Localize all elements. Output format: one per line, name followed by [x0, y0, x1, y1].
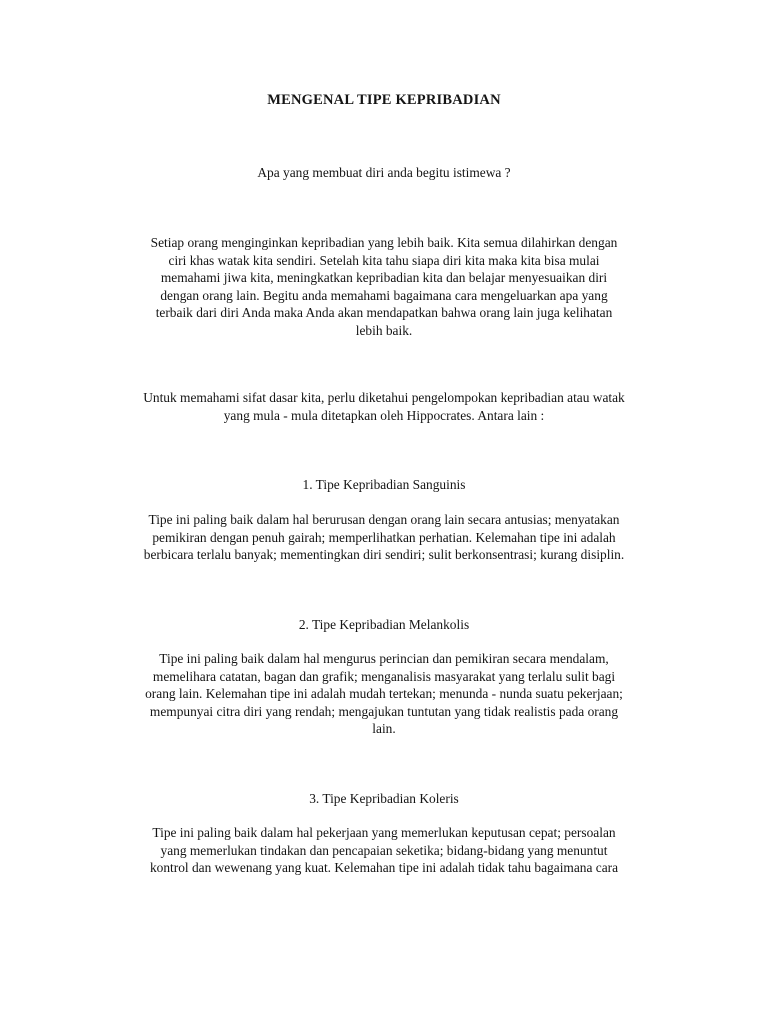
intro-paragraph	[110, 234, 658, 340]
intro-question: Apa yang membuat diri anda begitu istimewa ?	[257, 165, 511, 180]
section-heading-melankolis: 2. Tipe Kepribadian Melankolis	[298, 617, 470, 632]
paragraph-line: memelihara catatan, bagan dan grafik; menganalisis masyarakat yang terlalu sulit bagi	[152, 668, 616, 684]
paragraph-line: Setiap orang menginginkan kepribadian yang lebih baik. Kita semua dilahirkan dengan	[150, 235, 618, 250]
paragraph-line: lain.	[372, 721, 396, 737]
section-heading-koleris: 3. Tipe Kepribadian Koleris	[309, 791, 459, 806]
paragraph-line: Tipe ini paling baik dalam hal mengurus perincian dan pemikiran secara mendalam,	[159, 651, 609, 666]
section-body-melankolis	[110, 650, 658, 738]
paragraph-line: yang memerlukan tindakan dan pencapaian seketika; bidang-bidang yang menuntut	[160, 842, 608, 858]
paragraph-line: ciri khas watak kita sendiri. Setelah kita tahu siapa diri kita maka kita bisa mulai	[168, 252, 600, 268]
paragraph-line: terbaik dari diri Anda maka Anda akan mendapatkan bahwa orang lain juga kelihatan	[155, 305, 613, 321]
paragraph-line: berbicara terlalu banyak; mementingkan diri sendiri; sulit berkonsentrasi; kurang disiplin.	[143, 547, 625, 563]
section-body-koleris	[110, 824, 658, 877]
paragraph-line: dengan orang lain. Begitu anda memahami bagaimana cara mengeluarkan apa yang	[160, 287, 608, 303]
paragraph-line: yang mula - mula ditetapkan oleh Hippocrates. Antara lain :	[223, 407, 545, 423]
paragraph-line: orang lain. Kelemahan tipe ini adalah mudah tertekan; menunda - nunda suatu pekerjaan;	[145, 686, 623, 702]
paragraph-line: memahami jiwa kita, meningkatkan kepribadian kita dan belajar menyesuaikan diri	[160, 270, 608, 286]
section-body-sanguinis	[110, 511, 658, 564]
document-title: MENGENAL TIPE KEPRIBADIAN	[267, 92, 501, 108]
paragraph-line: mempunyai citra diri yang rendah; mengajukan tuntutan yang tidak realistis pada orang	[149, 703, 619, 719]
paragraph-line: Untuk memahami sifat dasar kita, perlu diketahui pengelompokan kepribadian atau watak	[143, 390, 625, 405]
paragraph-line: Tipe ini paling baik dalam hal berurusan dengan orang lain secara antusias; menyatakan	[148, 512, 620, 527]
paragraph-line: Tipe ini paling baik dalam hal pekerjaan yang memerlukan keputusan cepat; persoalan	[152, 825, 616, 840]
paragraph-line: pemikiran dengan penuh gairah; memperlihatkan perhatian. Kelemahan tipe ini adalah	[152, 529, 616, 545]
section-heading-sanguinis: 1. Tipe Kepribadian Sanguinis	[302, 477, 466, 492]
paragraph-line: kontrol dan wewenang yang kuat. Kelemahan tipe ini adalah tidak tahu bagaimana cara	[149, 860, 619, 876]
paragraph-line: lebih baik.	[355, 322, 413, 338]
hippocrates-paragraph	[110, 389, 658, 424]
